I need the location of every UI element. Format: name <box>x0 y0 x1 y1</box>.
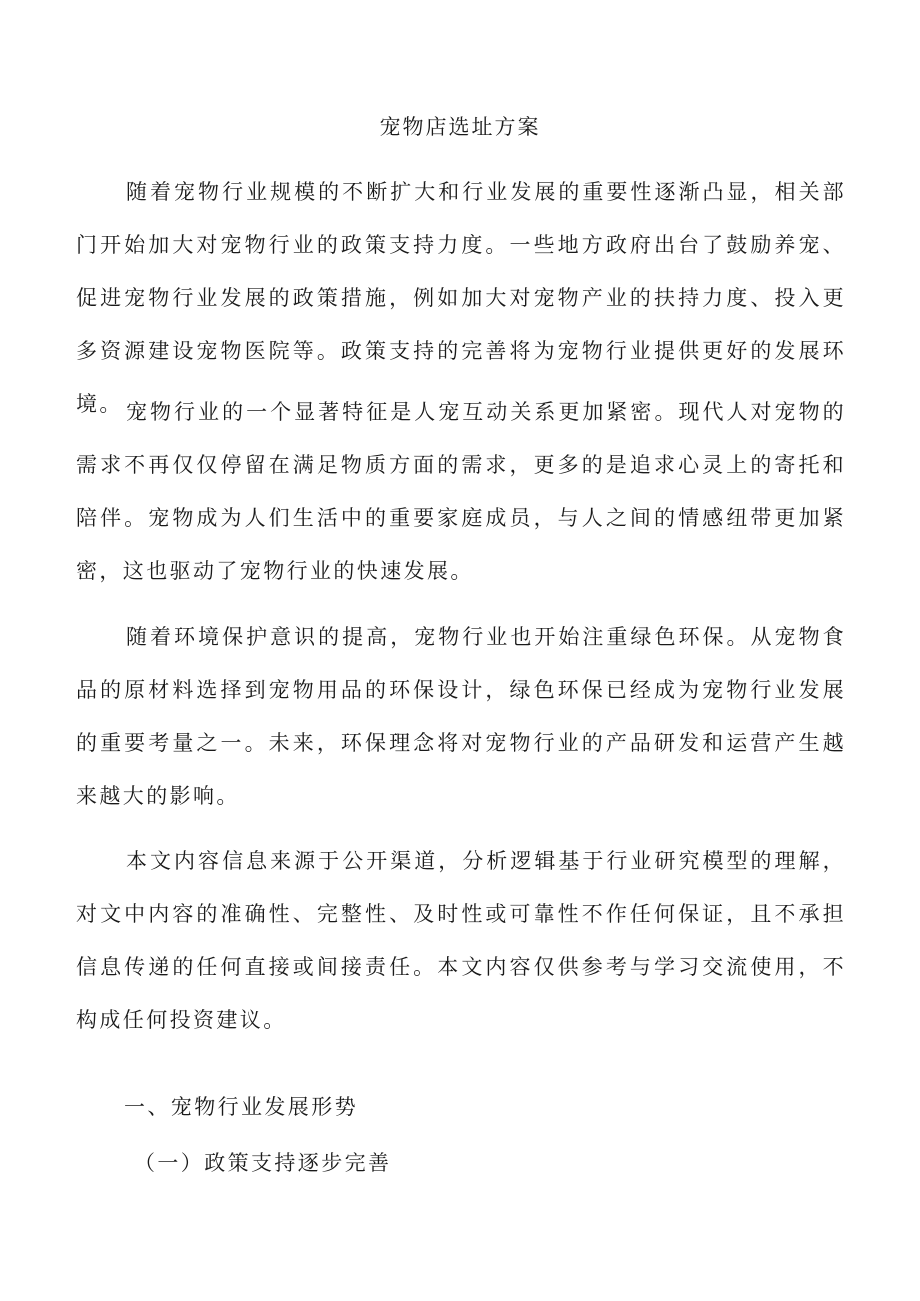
section-heading: 一、宠物行业发展形势 <box>124 1095 358 1119</box>
paragraph-policy-intro: 随着宠物行业规模的不断扩大和行业发展的重要性逐渐凸显，相关部门开始加大对宠物行业的政策支持力度。一些地方政府出台了鼓励养宠、促进宠物行业发展的政策措施，例如加大对宠物产业的扶持力度、投入更多资源建设宠物医院等。政策支持的完善将为宠物行业提供更好的发展环境。 <box>76 180 846 416</box>
paragraph-disclaimer: 本文内容信息来源于公开渠道，分析逻辑基于行业研究模型的理解，对文中内容的准确性、完整性、及时性或可靠性不作任何保证，且不承担信息传递的任何直接或间接责任。本文内容仅供参考与学习交流使用，不构成任何投资建议。 <box>76 849 846 1032</box>
paragraph-green-environment: 随着环境保护意识的提高，宠物行业也开始注重绿色环保。从宠物食品的原材料选择到宠物用品的环保设计，绿色环保已经成为宠物行业发展的重要考量之一。未来，环保理念将对宠物行业的产品研发和运营产生越来越大的影响。 <box>76 625 846 808</box>
paragraph-human-pet-interaction: 宠物行业的一个显著特征是人宠互动关系更加紧密。现代人对宠物的需求不再仅仅停留在满足物质方面的需求，更多的是追求心灵上的寄托和陪伴。宠物成为人们生活中的重要家庭成员，与人之间的情感纽带更加紧密，这也驱动了宠物行业的快速发展。 <box>76 400 846 583</box>
document-title: 宠物店选址方案 <box>379 115 541 139</box>
subsection-heading: （一）政策支持逐步完善 <box>134 1151 392 1175</box>
